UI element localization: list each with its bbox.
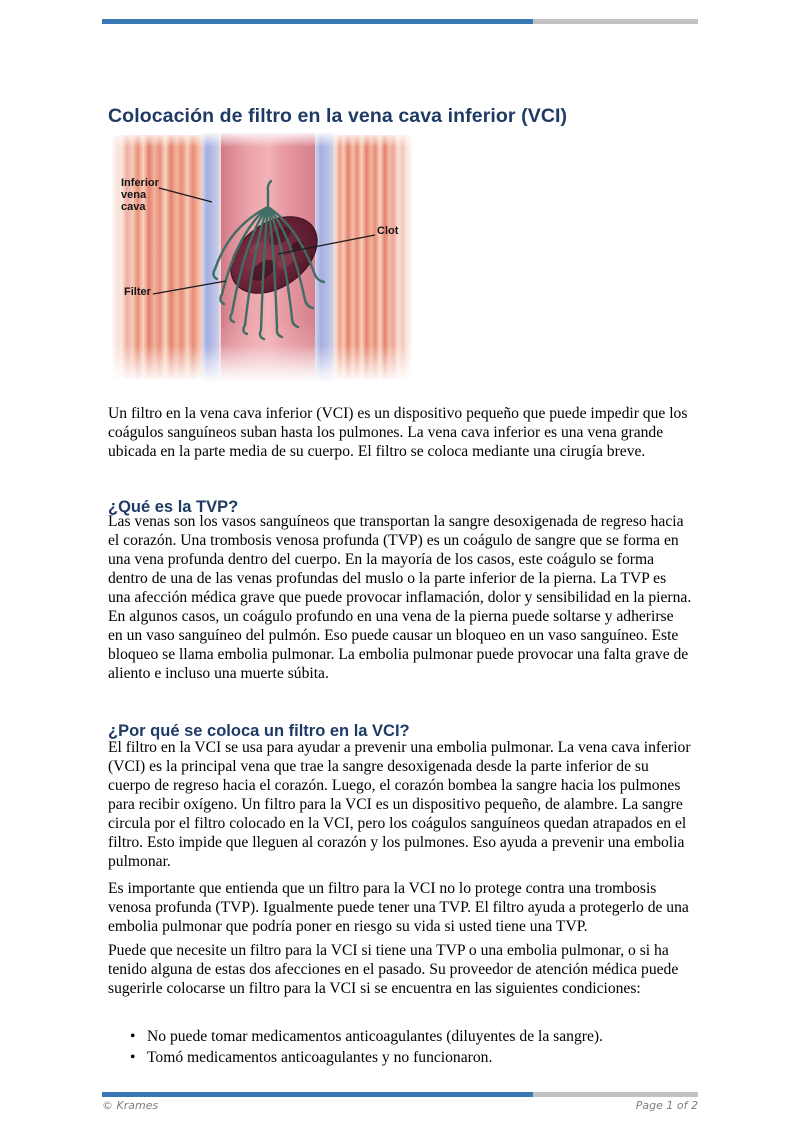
- section-heading-por-que-filtro: ¿Por qué se coloca un filtro en la VCI?: [108, 721, 410, 740]
- footer-page-number: Page 1 of 2: [635, 1099, 698, 1112]
- top-rule-gray-segment: [533, 19, 698, 24]
- footer-copyright: © Krames: [102, 1099, 159, 1112]
- intro-paragraph: Un filtro en la vena cava inferior (VCI) es un dispositivo pequeño que puede impedir que los coágulos sanguíneos suban hasta los pulmones. La vena cava inferior es una vena grande ubicada en la parte media de su cuerpo. El filtro se coloca mediante una cirugía breve.: [108, 405, 688, 460]
- ivc-filter-illustration-art: [108, 131, 692, 393]
- bullet-item: • Tomó medicamentos anticoagulantes y no funcionaron.: [130, 1047, 686, 1068]
- clot-label: Clot: [377, 225, 399, 237]
- why-paragraph-2: Es importante que entienda que un filtro para la VCI no lo protege contra una trombosis venosa profunda (TVP). Igualmente puede tener una TVP. El filtro ayuda a protegerlo de una embolia pulmonar que podría poner en riesgo su vida si usted tiene una TVP.: [108, 880, 689, 935]
- vessel-wall-left: [202, 133, 219, 381]
- top-rule-bar: [102, 19, 698, 24]
- page-title: Colocación de filtro en la vena cava inferior (VCI): [108, 105, 568, 128]
- footer-rule-bar: [102, 1092, 698, 1097]
- top-rule-blue-segment: [102, 19, 533, 24]
- why-paragraph-1: El filtro en la VCI se usa para ayudar a prevenir una embolia pulmonar. La vena cava inferior (VCI) es la principal vena que trae la sangre desoxigenada desde la parte inferior de su cuerpo de regreso hacia el corazón. Luego, el corazón bombea la sangre hacia los pulmones para recibir oxígeno. Un filtro para la VCI es un dispositivo pequeño, de alambre. La sangre circula por el filtro colocado en la VCI, pero los coágulos sanguíneos quedan atrapados en el filtro. Esto impide que lleguen al corazón y los pulmones. Eso ayuda a prevenir una embolia pulmonar.: [108, 739, 691, 870]
- why-paragraph-3: Puede que necesite un filtro para la VCI si tiene una TVP o una embolia pulmonar, o si ha tenido alguna de estas dos afecciones en el pasado. Su proveedor de atención médica puede sugerirle colocarse un filtro para la VCI si se encuentra en las siguientes condiciones:: [108, 942, 679, 997]
- tvp-paragraph: Las venas son los vasos sanguíneos que transportan la sangre desoxigenada de regreso hacia el corazón. Una trombosis venosa profunda (TVP) es un coágulo de sangre que se forma en una vena profunda dentro del cuerpo. En la mayoría de los casos, este coágulo se forma dentro de una de las venas profundas del muslo o la parte inferior de la pierna. La TVP es una afección médica grave que puede provocar inflamación, dolor y sensibilidad en la pierna. En algunos casos, un coágulo profundo en una vena de la pierna puede soltarse y adherirse en un vaso sanguíneo del pulmón. Eso puede causar un bloqueo en un vaso sanguíneo. Este bloqueo se llama embolia pulmonar. La embolia pulmonar puede provocar una falta grave de aliento e incluso una muerte súbita.: [108, 513, 692, 682]
- filter-label: Filter: [124, 286, 151, 298]
- vessel-wall-right-outer-edge: [333, 133, 336, 381]
- vessel-wall-right: [315, 133, 334, 381]
- footer-rule-blue-segment: [102, 1092, 533, 1097]
- vein-label: Inferior vena cava: [121, 177, 159, 213]
- footer-rule-gray-segment: [533, 1092, 698, 1097]
- ivc-filter-illustration: [108, 131, 692, 393]
- section-heading-que-es-tvp: ¿Qué es la TVP?: [108, 497, 239, 516]
- bullet-item: • No puede tomar medicamentos anticoagulantes (diluyentes de la sangre).: [130, 1026, 686, 1047]
- conditions-bullet-list: [130, 1026, 686, 1068]
